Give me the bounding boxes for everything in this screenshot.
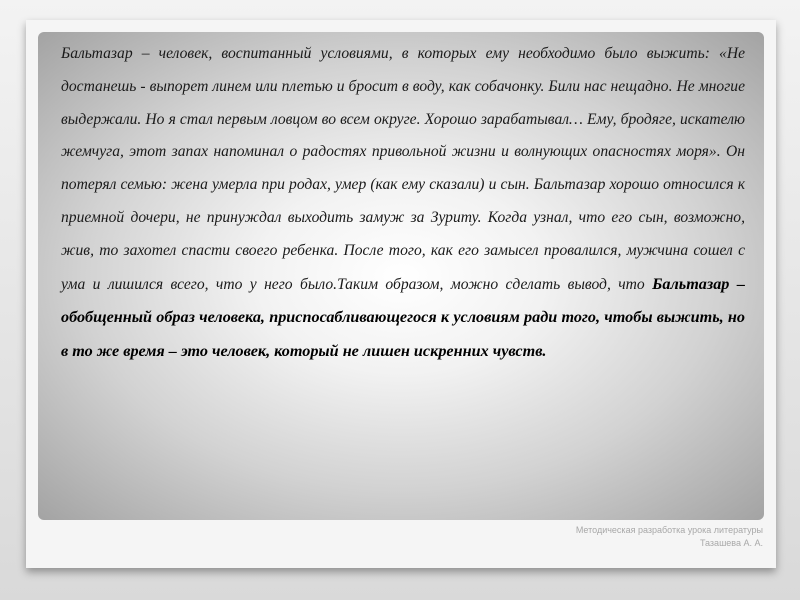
slide — [26, 20, 776, 568]
body-text-regular: Бальтазар – человек, воспитанный условиями, в которых ему необходимо было выжить: «Не достанешь - выпорет линем или плетью и бросит в воду, как собачонку. Били нас нещадно. Не многие выдержали. Но я стал первым ловцом во всем округе. Хорошо зарабатывал… Ему, бродяге, искателю жемчуга, этот запах напоминал о радостях привольной жизни и волнующих опасностях моря». Он потерял семью: жена умерла при родах, умер (как ему сказали) и сын. Бальтазар хорошо относился к приемной дочери, не принуждал выходить замуж за Зуриту. Когда узнал, что его сын, возможно, жив, то захотел спасти своего ребенка. После того, как его замысел провалился, мужчина сошел с ума и лишился всего, что у него было.Таким образом, можно сделать вывод, что — [61, 45, 745, 293]
slide-body-text — [61, 38, 745, 369]
body-text-conclusion: Бальтазар – обобщенный образ человека, приспосабливающегося к условиям ради того, чтобы выжить, но в то же время – это человек, который не лишен искренних чувств. — [61, 274, 746, 361]
footer-course-title: Методическая разработка урока литературы — [575, 525, 763, 535]
text-panel — [38, 32, 764, 520]
footer-author: Тазашева А. А. — [699, 538, 763, 548]
slide-footer — [576, 524, 763, 550]
